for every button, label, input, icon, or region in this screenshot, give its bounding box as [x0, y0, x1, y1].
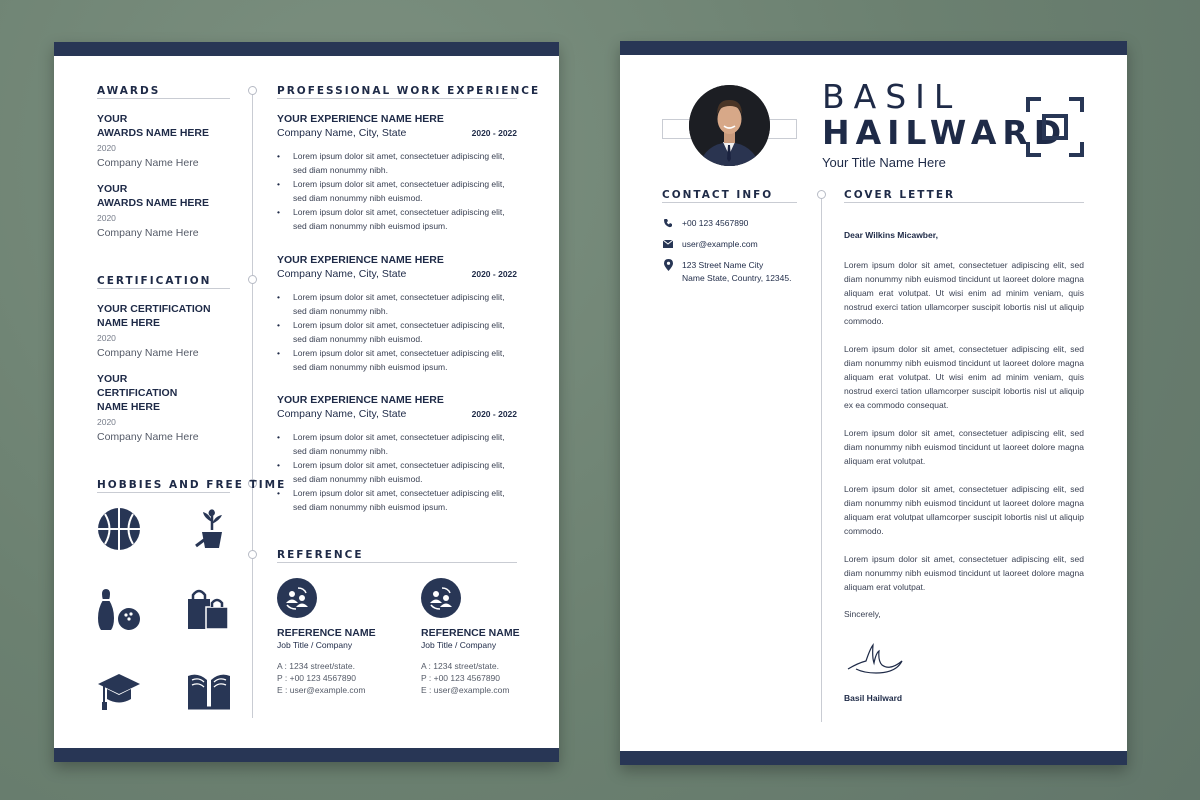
location-pin-icon: [662, 259, 674, 271]
bottom-band: [54, 748, 559, 762]
experience-item: [277, 393, 517, 514]
experience-item: [277, 112, 517, 233]
experience-bullet: • Lorem ipsum dolor sit amet, consectetuer adipiscing elit, sed diam nonummy nibh.: [293, 290, 517, 318]
certification-heading: CERTIFICATION: [97, 275, 212, 287]
certification-rule: [97, 288, 230, 289]
timeline-dot: [248, 550, 257, 559]
reference-address: A : 1234 street/state.: [277, 661, 355, 671]
certification-year: 2020: [97, 417, 116, 427]
letter-paragraph: Lorem ipsum dolor sit amet, consectetuer adipiscing elit, sed diam nonummy nibh euismod tincidunt ut laoreet dolore magna aliquam erat volutpat ullamcorper suscipit lobortis nisl ut aliquip commodo.: [844, 484, 1084, 536]
certification-name-line1: YOUR CERTIFICATION: [97, 303, 211, 315]
experience-bullet: • Lorem ipsum dolor sit amet, consectetuer adipiscing elit, sed diam nonummy nibh.: [293, 430, 517, 458]
letter-greeting: Dear Wilkins Micawber,: [844, 230, 938, 240]
experience-bullet: • Lorem ipsum dolor sit amet, consectetuer adipiscing elit, sed diam nonummy nibh euismod ipsum.: [293, 205, 517, 233]
contact-address-line1: 123 Street Name City: [682, 260, 764, 270]
reference-rule: [277, 562, 517, 563]
contact-phone: +00 123 4567890: [682, 218, 749, 228]
award-name-line1: YOUR: [97, 183, 128, 195]
experience-company: Company Name, City, State: [277, 408, 407, 420]
letter-closing: Sincerely,: [844, 609, 881, 619]
timeline-line: [821, 194, 822, 722]
experience-title: YOUR EXPERIENCE NAME HERE: [277, 254, 444, 266]
people-exchange-icon: [421, 578, 461, 618]
focus-frame-icon: [1025, 96, 1085, 158]
mail-icon: [662, 238, 674, 250]
reference-name: REFERENCE NAME: [421, 627, 520, 639]
certification-name-line1: YOUR: [97, 373, 128, 385]
award-name-line2: AWARDS NAME HERE: [97, 197, 210, 209]
timeline-dot: [248, 275, 257, 284]
award-company: Company Name Here: [97, 227, 199, 239]
experience-dates: 2020 - 2022: [471, 269, 517, 279]
book-icon: [186, 668, 232, 714]
award-item: [97, 112, 209, 170]
reference-card: [421, 578, 541, 696]
hobbies-rule: [97, 492, 230, 493]
certification-company: Company Name Here: [97, 347, 199, 359]
people-exchange-icon: [277, 578, 317, 618]
certification-name-line3: NAME HERE: [97, 401, 161, 413]
experience-bullet: • Lorem ipsum dolor sit amet, consectetuer adipiscing elit, sed diam nonummy nibh euismod.: [293, 318, 517, 346]
contact-email-row: [662, 238, 758, 251]
cover-letter-heading: COVER LETTER: [844, 189, 956, 201]
profile-photo: [689, 85, 770, 166]
letter-paragraph: Lorem ipsum dolor sit amet, consectetuer adipiscing elit, sed diam nonummy nibh euismod tincidunt ut laoreet dolore magna aliquam erat volutpat.: [844, 554, 1084, 592]
reference-phone: P : +00 123 4567890: [277, 673, 357, 683]
award-name-line2: AWARDS NAME HERE: [97, 127, 210, 139]
bowling-icon: [96, 587, 142, 633]
experience-dates: 2020 - 2022: [471, 409, 517, 419]
hobbies-heading: HOBBIES AND FREE TIME: [97, 479, 287, 491]
resume-page: [54, 42, 559, 762]
award-name-line1: YOUR: [97, 113, 128, 125]
awards-rule: [97, 98, 230, 99]
contact-heading: CONTACT INFO: [662, 189, 774, 201]
experience-rule: [277, 98, 517, 99]
experience-heading: PROFESSIONAL WORK EXPERIENCE: [277, 85, 541, 97]
certification-item: [97, 372, 199, 444]
contact-address-line2: Name State, Country, 12345.: [682, 273, 792, 283]
contact-address-row: [662, 259, 791, 285]
timeline-line: [252, 86, 253, 718]
certification-item: [97, 302, 211, 360]
timeline-dot: [248, 86, 257, 95]
letter-body: [844, 258, 1084, 608]
letter-paragraph: Lorem ipsum dolor sit amet, consectetuer adipiscing elit, sed diam nonummy nibh euismod tincidunt ut laoreet dolore magna aliquam erat volutpat. Ut wisi enim ad minim veniam, quis nostrud exerci tation ullamcorper suscipit lobortis nisl ut aliquip commodo.: [844, 260, 1084, 326]
certification-company: Company Name Here: [97, 431, 199, 443]
job-title: Your Title Name Here: [822, 155, 946, 170]
contact-phone-row: [662, 217, 748, 230]
letter-paragraph: Lorem ipsum dolor sit amet, consectetuer adipiscing elit, sed diam nonummy nibh euismod tincidunt ut laoreet dolore magna aliquam erat volutpat.: [844, 428, 1084, 466]
experience-title: YOUR EXPERIENCE NAME HERE: [277, 394, 444, 406]
experience-bullet: • Lorem ipsum dolor sit amet, consectetuer adipiscing elit, sed diam nonummy nibh euismod.: [293, 458, 517, 486]
experience-bullet: • Lorem ipsum dolor sit amet, consectetuer adipiscing elit, sed diam nonummy nibh euismod ipsum.: [293, 486, 517, 514]
certification-name-line2: NAME HERE: [97, 317, 161, 329]
experience-bullet: • Lorem ipsum dolor sit amet, consectetuer adipiscing elit, sed diam nonummy nibh.: [293, 149, 517, 177]
bottom-band: [620, 751, 1127, 765]
experience-bullets: [277, 149, 517, 233]
contact-email: user@example.com: [682, 239, 758, 249]
certification-name-line2: CERTIFICATION: [97, 387, 178, 399]
experience-bullets: [277, 430, 517, 514]
experience-company: Company Name, City, State: [277, 268, 407, 280]
reference-job: Job Title / Company: [421, 640, 497, 650]
letter-paragraph: Lorem ipsum dolor sit amet, consectetuer adipiscing elit, sed diam nonummy nibh euismod tincidunt ut laoreet dolore magna aliquam erat volutpat. Ut wisi enim ad minim veniam, quis nostrud exerci tation ullamcorper suscipit lobortis nisl ut aliquip ex ea commodo consequat.: [844, 344, 1084, 410]
award-item: [97, 182, 209, 240]
experience-company: Company Name, City, State: [277, 127, 407, 139]
reference-name: REFERENCE NAME: [277, 627, 376, 639]
award-year: 2020: [97, 213, 116, 223]
cover-letter-page: [620, 41, 1127, 765]
handwritten-signature: [846, 639, 906, 679]
gardening-icon: [190, 506, 236, 552]
signature-name: Basil Hailward: [844, 693, 903, 703]
certification-year: 2020: [97, 333, 116, 343]
top-band: [620, 41, 1127, 55]
top-band: [54, 42, 559, 56]
reference-email: E : user@example.com: [421, 685, 510, 695]
award-company: Company Name Here: [97, 157, 199, 169]
cover-letter-rule: [844, 202, 1084, 203]
reference-heading: REFERENCE: [277, 549, 364, 561]
reference-email: E : user@example.com: [277, 685, 366, 695]
experience-item: [277, 253, 517, 374]
reference-phone: P : +00 123 4567890: [421, 673, 501, 683]
reference-job: Job Title / Company: [277, 640, 353, 650]
experience-title: YOUR EXPERIENCE NAME HERE: [277, 113, 444, 125]
reference-card: [277, 578, 397, 696]
shopping-icon: [186, 587, 232, 633]
reference-address: A : 1234 street/state.: [421, 661, 499, 671]
first-name: BASIL: [822, 77, 962, 116]
contact-rule: [662, 202, 797, 203]
graduation-cap-icon: [96, 668, 142, 714]
award-year: 2020: [97, 143, 116, 153]
awards-heading: AWARDS: [97, 85, 161, 97]
experience-bullets: [277, 290, 517, 374]
timeline-dot: [817, 190, 826, 199]
phone-icon: [662, 217, 674, 229]
basketball-icon: [96, 506, 142, 552]
experience-dates: 2020 - 2022: [471, 128, 517, 138]
experience-bullet: • Lorem ipsum dolor sit amet, consectetuer adipiscing elit, sed diam nonummy nibh euismod ipsum.: [293, 346, 517, 374]
last-name: HAILWARD: [822, 113, 1068, 152]
experience-bullet: • Lorem ipsum dolor sit amet, consectetuer adipiscing elit, sed diam nonummy nibh euismod.: [293, 177, 517, 205]
